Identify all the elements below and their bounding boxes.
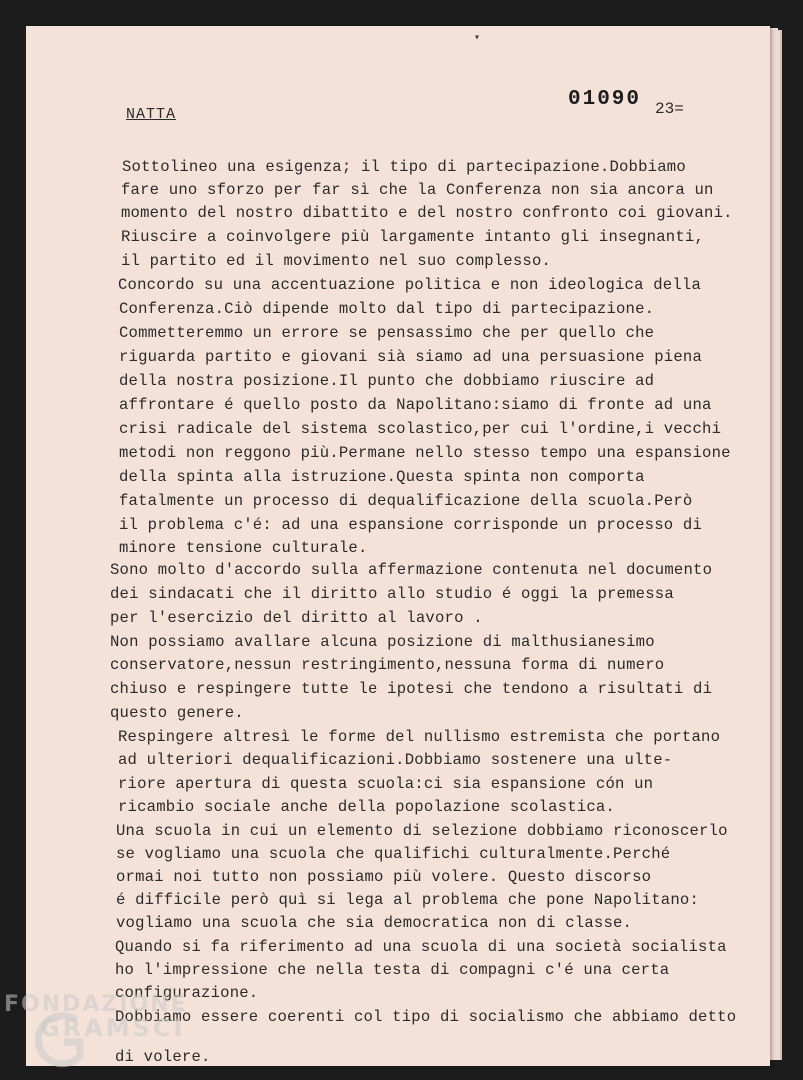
text-line: dei sindacati che il diritto allo studio é oggi la premessa (110, 585, 674, 603)
text-line: per l'esercizio del diritto al lavoro . (110, 609, 483, 627)
watermark-gramsci: GRAMSCI (40, 1014, 186, 1042)
text-line: Quando si fa riferimento ad una scuola di una società socialista (115, 938, 727, 956)
text-line: crisi radicale del sistema scolastico,per cui l'ordine,i vecchi (119, 420, 722, 438)
text-line: ad ulteriori dequalificazioni.Dobbiamo sostenere una ulte- (118, 751, 673, 769)
text-line: di volere. (115, 1048, 211, 1066)
text-line: Commetteremmo un errore se pensassimo che per quello che (119, 324, 655, 342)
text-line: minore tensione culturale. (119, 539, 368, 557)
watermark-foundation: FONDAZIONE (4, 992, 188, 1017)
text-line: ricambio sociale anche della popolazione scolastica. (118, 798, 616, 816)
text-line: momento del nostro dibattito e del nostro confronto coi giovani. (121, 204, 733, 222)
text-line: questo genere. (110, 704, 244, 722)
text-line: Riuscire a coinvolgere più largamente intanto gli insegnanti, (121, 228, 705, 246)
text-line: vogliamo una scuola che sia democratica non di classe. (116, 914, 633, 932)
text-line: se vogliamo una scuola che qualifichi culturalmente.Perché (116, 845, 671, 863)
text-line: metodi non reggono più.Permane nello stesso tempo una espansione (119, 444, 731, 462)
text-line: affrontare é quello posto da Napolitano:siamo di fronte ad una (119, 396, 712, 414)
text-line: della nostra posizione.Il punto che dobbiamo riuscire ad (119, 372, 655, 390)
text-line: fatalmente un processo di dequalificazione della scuola.Però (119, 492, 693, 510)
text-line: il problema c'é: ad una espansione corrisponde un processo di (119, 516, 703, 534)
text-line: il partito ed il movimento nel suo complesso. (121, 252, 552, 270)
text-line: Conferenza.Ciò dipende molto dal tipo di partecipazione. (119, 300, 655, 318)
text-line: fare uno sforzo per far sì che la Conferenza non sia ancora un (121, 181, 714, 199)
text-line: riguarda partito e giovani sià siamo ad una persuasione piena (119, 348, 703, 366)
text-line: Dobbiamo essere coerenti col tipo di socialismo che abbiamo detto (115, 1008, 737, 1026)
text-line: conservatore,nessun restringimento,nessuna forma di numero (110, 656, 665, 674)
text-line: della spinta alla istruzione.Questa spinta non comporta (119, 468, 645, 486)
author-heading: NATTA (126, 106, 177, 123)
text-line: ormai noi tutto non possiamo più volere. Questo discorso (116, 868, 652, 886)
text-line: Sono molto d'accordo sulla affermazione contenuta nel documento (110, 561, 713, 579)
text-line: riore apertura di questa scuola:ci sia espansione cón un (118, 775, 654, 793)
page-mark: ▾ (474, 33, 481, 44)
text-line: Sottolineo una esigenza; il tipo di partecipazione.Dobbiamo (122, 158, 686, 176)
text-line: Respingere altresì le forme del nullismo estremista che portano (118, 728, 721, 746)
text-line: ho l'impressione che nella testa di compagni c'é una certa (115, 961, 670, 979)
text-line: é difficile però quì si lega al problema che pone Napolitano: (116, 891, 700, 909)
text-line: Una scuola in cui un elemento di selezione dobbiamo riconoscerlo (116, 822, 728, 840)
page-number: 23= (655, 100, 684, 118)
text-line: Concordo su una accentuazione politica e non ideologica della (118, 276, 702, 294)
text-line: Non possiamo avallare alcuna posizione di malthusianesimo (110, 633, 655, 651)
text-line: chiuso e respingere tutte le ipotesi che tendono a risultati di (110, 680, 713, 698)
document-number: 01090 (568, 88, 642, 111)
text-line: configurazione. (115, 984, 259, 1002)
